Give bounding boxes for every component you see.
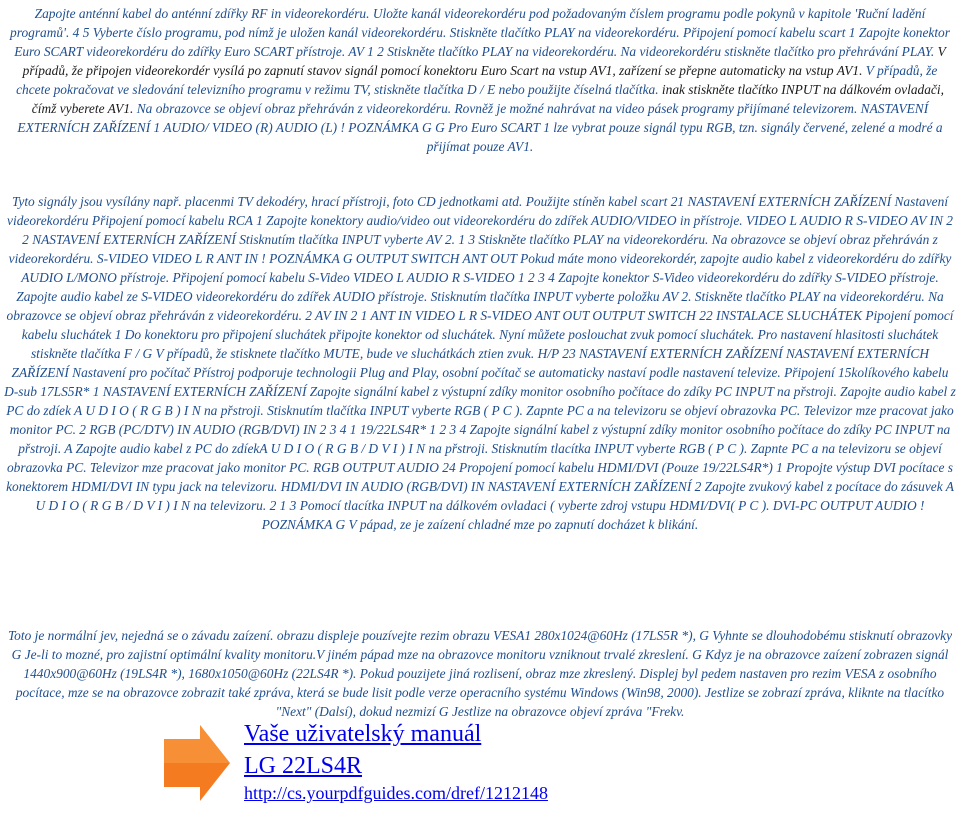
- text-segment: Tyto signály jsou vysílány např. placenmi TV dekodéry, hrací přístroji, foto CD jednotkami atd. Použijte stíněn kabel scart 21 NASTAVENÍ EXTERNÍCH ZAŘÍZENÍ Nastavení videorekordéru Připojení pomocí kabelu RCA 1 Zapojte konektory audio/video out videorekordéru do zdířek AUDIO/VIDEO in přístroje. VIDEO L AUDIO R S-VIDEO AV IN 2 2 NASTAVENÍ EXTERNÍCH ZAŘÍZENÍ Stisknutím tlačítka INPUT vyberte AV 2. 1 3 Stiskněte tlačítko PLAY na videorekordéru. Na obrazovce se objeví obraz přehráván z videorekordéru. S-VIDEO VIDEO L R ANT IN ! POZNÁMKA G OUTPUT SWITCH ANT OUT Pokud máte mono videorekordér, zapojte audio kabel z videorekordéru do zdířky AUDIO L/MONO přístroje. Připojení pomocí kabelu S-Video VIDEO L AUDIO R S-VIDEO 1 2 3 4 Zapojte konektor S-Video videorekordéru do zdířky S-VIDEO přístroje. Zapojte audio kabel ze S-VIDEO videorekordéru do zdířek AUDIO přístroje. Stisknutím tlačítka INPUT vyberte položku AV 2. Stiskněte tlačítko PLAY na videorekordéru. Na obrazovce se objeví obraz přehráván z videorekordéru. 2 AV IN 2 1 ANT IN VIDEO L R S-VIDEO ANT OUT OUTPUT SWITCH 22 INSTALACE SLUCHÁTEK Pipojení pomocí kabelu sluchátek 1 Do konektoru pro připojení sluchátek připojte konektor od sluchátek. Nyní můžete poslouchat zvuk pomocí sluchátek. Pro nastavení hlasitosti sluchátek stiskněte tlačítka F / G V případů, že stisknete tlačítko MUTE, bude ve sluchátkách ztien zvuk. H/P 23 NASTAVENÍ EXTERNÍCH ZAŘÍZENÍ NASTAVENÍ EXTERNÍCH ZAŘÍZENÍ Nastavení pro počítač Přístroj podporuje technologii Plug and Play, osobní počítač se automaticky nastaví podle nastavení televize. Připojení 15kolíkového kabelu D-sub 17LS5R* 1 NASTAVENÍ EXTERNÍCH ZAŘÍZENÍ Zapojte signální kabel z výstupní zdíky monitor osobního počítace do zdíky PC INPUT na přstroji. Zapojte audio kabel z PC do zdíek A U D I O ( R G B ) I N na přstroji. Stisknutím tlačítka INPUT vyberte RGB ( P C ). Zapnte PC a na televizoru se objeví obrazovka PC. Televizor mze pracovat jako monitor PC. 2 RGB (PC/DTV) IN AUDIO (RGB/DVI) IN 2 3 4 1 19/22LS4R* 1 2 3 4 Zapojte signální kabel z výstupní zdíky monitor osobního počítace do zdíky PC INPUT na přstroji. A Zapojte audio kabel z PC do zdíekA U D I O ( R G B / D V I ) I N na přstroji. Stisknutím tlacítka INPUT vyberte RGB ( P C ). Zapnte PC a na televizoru se objeví obrazovka PC. Televizor mze pracovat jako monitor PC. RGB OUTPUT AUDIO 24 Propojení pomocí kabelu HDMI/DVI (Pouze 19/22LS4R*) 1 Propojte výstup DVI pocítace s konektorem HDMI/DVI IN typu jack na televizoru. HDMI/DVI IN AUDIO (RGB/DVI) IN NASTAVENÍ EXTERNÍCH ZAŘÍZENÍ 2 Zapojte zvukový kabel z pocítace do zásuvek A U D I O ( R G B / D V I ) I N na televizoru. 2 1 3 Pomocí tlacítka INPUT na dálkovém ovladaci ( vyberte zdroj vstupu HDMI/DVI( P C ). DVI-PC OUTPUT AUDIO ! POZNÁMKA G V pápad, ze je zaízení chladné mze po zapnutí docházet k blikání.: [4, 194, 956, 532]
- text-segment: V případů, že chcete pokračovat ve sledování televizního programu v režimu TV, stiskněte tlačítka D / E nebo použijte číselná tlačítka.: [16, 63, 938, 97]
- model-link[interactable]: LG 22LS4R: [244, 753, 363, 779]
- paragraph-vcr-connection: [4, 4, 956, 156]
- text-segment: V případů, že připojen videorekordér vysílá po zapnutí stavov signál pomocí konektoru Euro Scart na vstup AV1, zařízení se přepne automaticky na vstup AV1.: [22, 44, 946, 78]
- text-segment: Na obrazovce se objeví obraz přehráván z videorekordéru. Rovněž je možné nahrávat na video pásek programy přijímané televizorem. NASTAVENÍ EXTERNÍCH ZAŘÍZENÍ 1 AUDIO/ VIDEO (R) AUDIO (L) ! POZNÁMKA G G Pro Euro SCART 1 lze vybrat pouze signál typu RGB, tzn. signály červené, zelené a modré a přijímat pouze AV1.: [17, 101, 943, 154]
- paragraph-external-devices: [4, 192, 956, 534]
- text-segment: Zapojte anténní kabel do anténní zdířky RF in videorekordéru. Uložte kanál videorekordéru pod požadovaným číslem programu podle pokynů v kapitole 'Ruční ladění programů'. 4 5 Vyberte číslo programu, pod nímž je uložen kanál videorekordéru. Stiskněte tlačítko PLAY na videorekordéru. Připojení pomocí kabelu scart 1 Zapojte konektor Euro SCART videorekordéru do zdířky Euro SCART přístroje. AV 1 2 Stiskněte tlačítko PLAY na videorekordéru. Na videorekordéru stiskněte tlačítko pro přehrávání PLAY.: [10, 6, 950, 59]
- manual-title-link[interactable]: Vaše uživatelský manuál: [244, 721, 482, 747]
- text-segment: inak stiskněte tlačítko INPUT na dálkovém ovladači, čímž vyberete AV1.: [31, 82, 944, 116]
- paragraph-display-notes: [4, 626, 956, 721]
- manual-url-link[interactable]: http://cs.yourpdfguides.com/dref/1212148: [244, 783, 548, 803]
- orange-arrow-logo-icon: [160, 721, 232, 807]
- text-segment: Toto je normální jev, nejedná se o závadu zaízení. obrazu displeje pouzívejte rezim obrazu VESA1 280x1024@60Hz (17LS5R *), G Vyhnte se dlouhodobému stisknutí obrazovky G Je-li to mozné, pro zajistní optimální kvality monitoru.V jiném pápad mze na obrazovce monitoru vzniknout trvalé zkreslení. G Kdyz je na obrazovce zaízení zobrazen signál 1440x900@60Hz (19LS4R *), 1680x1050@60Hz (22LS4R *). Pokud pouzijete jiná rozlisení, obraz mze zkreslený. Displej byl pedem nastaven pro rezim VESA z osobního pocítace, mze se na obrazovce zobrazit také zpráva, která se bude lisit podle verze operacního systému Windows (Win98, 2000). Jestlize se zobrazí zpráva, kliknte na tlacítko "Next" (Dalsí), dokud nezmizí G Jestlize na obrazovce objeví zpráva "Frekv.: [7, 628, 953, 719]
- footer-manual-link: [160, 717, 680, 809]
